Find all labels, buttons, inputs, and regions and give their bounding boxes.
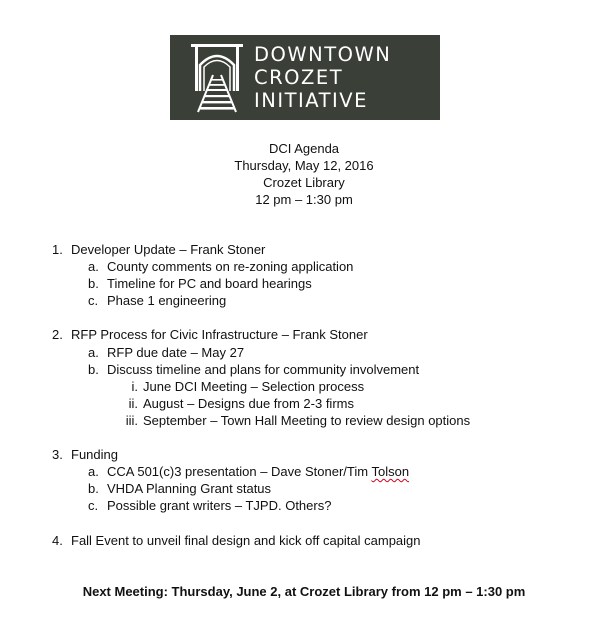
logo-line-2: CROZET (254, 66, 344, 89)
railroad-tunnel-icon (188, 41, 246, 114)
logo-banner (170, 35, 440, 120)
agenda-subitem-1b: Timeline for PC and board hearings (107, 276, 312, 291)
item-marker: i. (131, 379, 138, 394)
agenda-title: DCI Agenda (268, 141, 340, 156)
agenda-item-2-text: RFP Process for Civic Infrastructure – Frank Stoner (71, 327, 368, 342)
agenda-item-3-text: Funding (71, 447, 118, 462)
item-marker: a. (88, 259, 99, 274)
agenda-subitem-1a: County comments on re-zoning application (107, 259, 354, 274)
item-marker: iii. (125, 413, 138, 428)
agenda-subitem-2b-ii: August – Designs due from 2-3 firms (143, 396, 354, 411)
item-number: 1. (52, 242, 63, 257)
agenda-item-1-text: Developer Update – Frank Stoner (71, 242, 266, 257)
item-marker: c. (88, 498, 99, 513)
agenda-subitem-3a-text: CCA 501(c)3 presentation – Dave Stoner/Tim (107, 464, 372, 479)
agenda-header (0, 140, 608, 208)
agenda-subitem-2b: Discuss timeline and plans for community involvement (107, 362, 420, 377)
item-marker: c. (88, 293, 99, 308)
agenda-subitem-3c: Possible grant writers – TJPD. Others? (107, 498, 332, 513)
agenda-subitem-2b-i: June DCI Meeting – Selection process (143, 379, 365, 394)
agenda-item-4-number: 4. (52, 533, 63, 548)
item-marker: a. (88, 464, 99, 479)
agenda-subitem-3a (107, 463, 409, 480)
item-marker: b. (88, 481, 99, 496)
agenda-subitem-3b: VHDA Planning Grant status (107, 481, 272, 496)
item-marker: a. (88, 345, 99, 360)
item-marker: b. (88, 276, 99, 291)
agenda-item-1 (52, 241, 63, 258)
agenda-date: Thursday, May 12, 2016 (234, 158, 374, 173)
agenda-subitem-1c: Phase 1 engineering (107, 293, 227, 308)
agenda-location: Crozet Library (263, 175, 345, 190)
logo-line-1: DOWNTOWN (254, 43, 392, 66)
spellcheck-flagged-word[interactable]: Tolson (371, 464, 410, 479)
agenda-item-4-text: Fall Event to unveil final design and kick off capital campaign (71, 533, 421, 548)
next-meeting-note: Next Meeting: Thursday, June 2, at Crozet Library from 12 pm – 1:30 pm (82, 584, 526, 599)
agenda-subitem-2b-iii: September – Town Hall Meeting to review design options (143, 413, 471, 428)
logo-wordmark (254, 43, 391, 112)
agenda-subitem-2a: RFP due date – May 27 (107, 345, 245, 360)
agenda-time: 12 pm – 1:30 pm (255, 192, 353, 207)
item-marker: b. (88, 362, 99, 377)
agenda-item-3-number: 3. (52, 447, 63, 462)
item-marker: ii. (128, 396, 138, 411)
logo-line-3: INITIATIVE (254, 89, 368, 112)
agenda-item-2-number: 2. (52, 327, 63, 342)
